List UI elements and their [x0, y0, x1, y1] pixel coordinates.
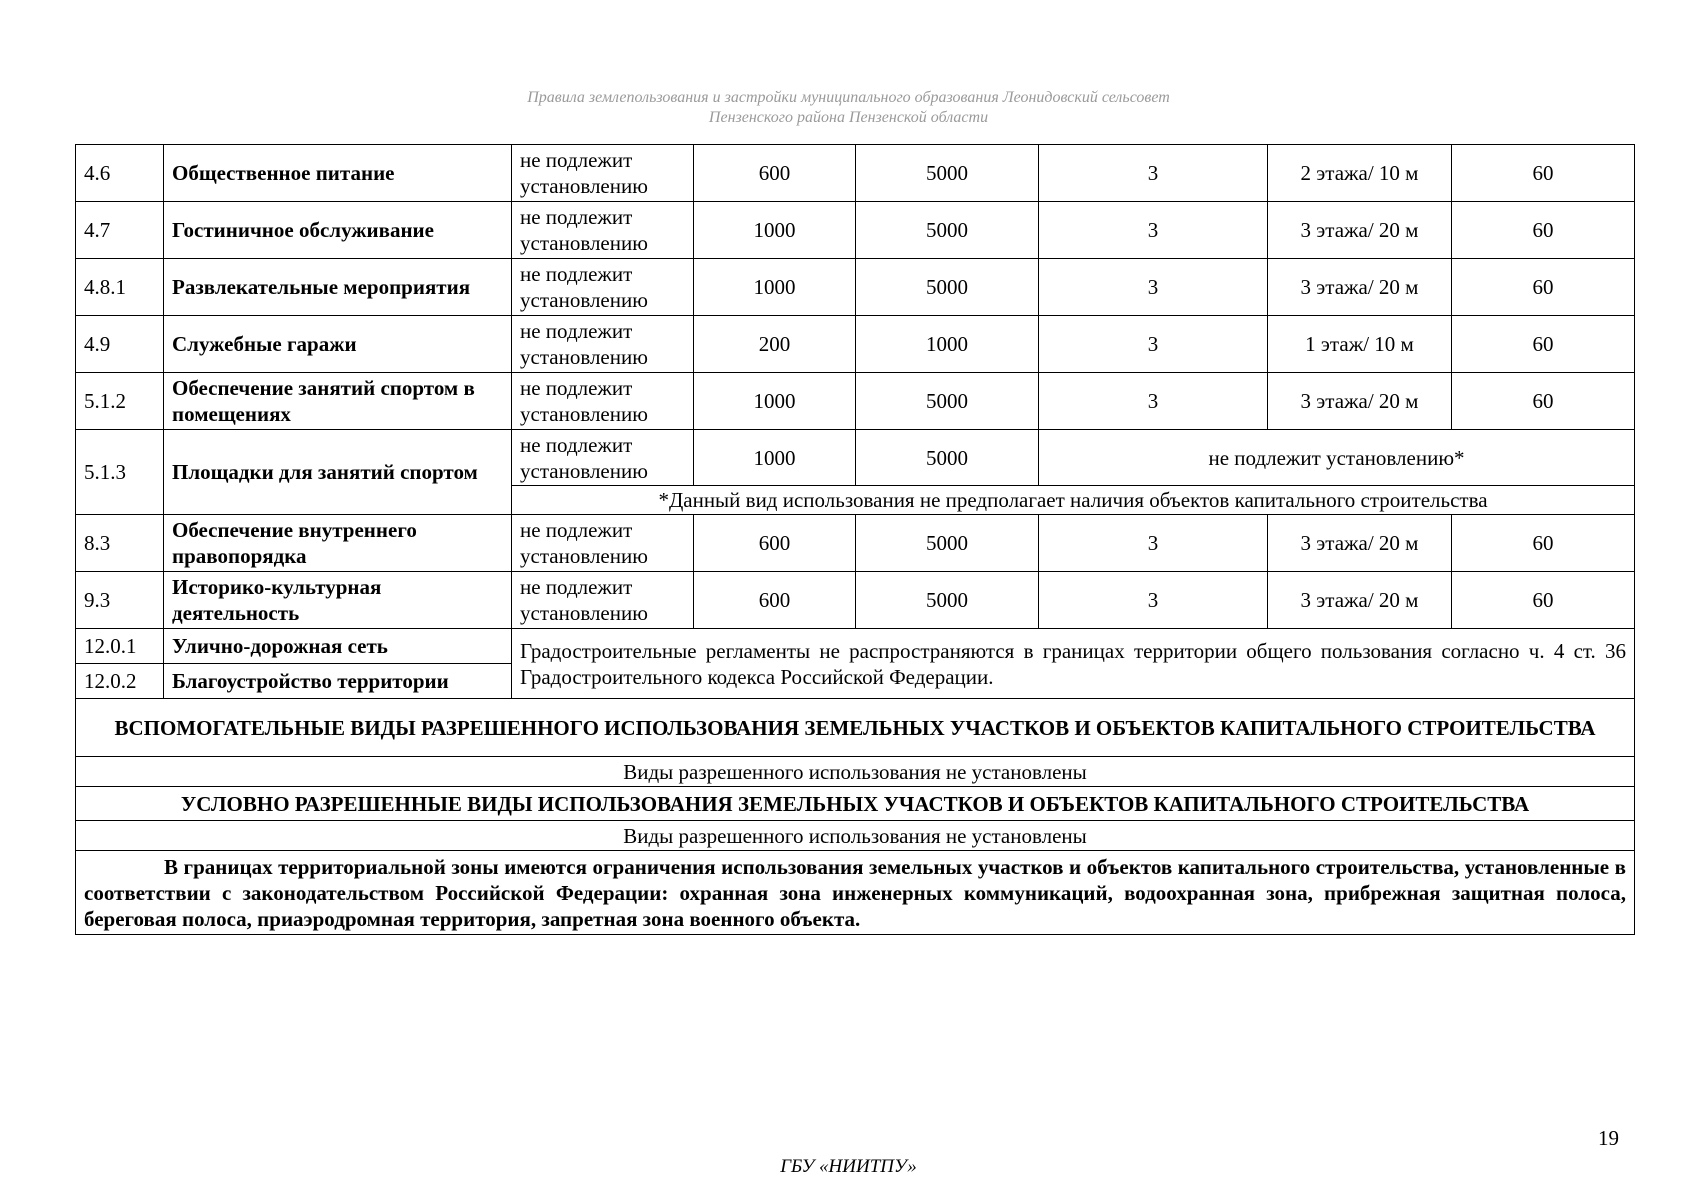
row-min-area: 1000	[694, 373, 856, 430]
row-col3: не подлежит установлению	[512, 430, 694, 486]
document-header	[0, 88, 1697, 128]
row-code: 4.8.1	[76, 259, 164, 316]
row-coverage: 60	[1452, 316, 1635, 373]
row-code: 5.1.3	[76, 430, 164, 515]
row-max-area: 5000	[856, 430, 1039, 486]
row-coverage: 60	[1452, 259, 1635, 316]
row-name: Гостиничное обслуживание	[164, 202, 512, 259]
row-min-area: 600	[694, 515, 856, 572]
row-max-area: 5000	[856, 145, 1039, 202]
row-col3: не подлежит установлению	[512, 515, 694, 572]
row-max-area: 5000	[856, 259, 1039, 316]
row-setback: 3	[1039, 373, 1268, 430]
section-row	[76, 787, 1635, 821]
row-setback: 3	[1039, 316, 1268, 373]
row-name: Служебные гаражи	[164, 316, 512, 373]
row-code: 12.0.2	[76, 664, 164, 699]
row-min-area: 1000	[694, 259, 856, 316]
row-code: 8.3	[76, 515, 164, 572]
auxiliary-value: Виды разрешенного использования не установлены	[76, 757, 1635, 787]
table-row	[76, 629, 1635, 664]
section-title-conditional: УСЛОВНО РАЗРЕШЕННЫЕ ВИДЫ ИСПОЛЬЗОВАНИЯ ЗЕМЕЛЬНЫХ УЧАСТКОВ И ОБЪЕКТОВ КАПИТАЛЬНОГО СТРОИТЕЛЬСТВА	[76, 787, 1635, 821]
row-col3: не подлежит установлению	[512, 572, 694, 629]
row-height: 3 этажа/ 20 м	[1268, 259, 1452, 316]
row-height: 3 этажа/ 20 м	[1268, 202, 1452, 259]
row-min-area: 1000	[694, 202, 856, 259]
row-setback: 3	[1039, 145, 1268, 202]
row-max-area: 1000	[856, 316, 1039, 373]
restrictions-text: В границах территориальной зоны имеются ограничения использования земельных участков и объектов капитального строительства, установленные в соответствии с законодательством Российской Федерации: охранная зона инженерных коммуникаций, водоохранная зона, прибрежная защитная полоса, береговая полоса, приаэродромная территория, запретная зона военного объекта.	[76, 851, 1635, 935]
public-use-note: Градостроительные регламенты не распространяются в границах территории общего пользования согласно ч. 4 ст. 36 Градостроительного кодекса Российской Федерации.	[512, 629, 1635, 699]
header-line-1: Правила землепользования и застройки муниципального образования Леонидовский сельсовет	[527, 89, 1170, 106]
row-coverage: 60	[1452, 145, 1635, 202]
section-title-auxiliary: ВСПОМОГАТЕЛЬНЫЕ ВИДЫ РАЗРЕШЕННОГО ИСПОЛЬЗОВАНИЯ ЗЕМЕЛЬНЫХ УЧАСТКОВ И ОБЪЕКТОВ КАПИТАЛЬНОГО СТРОИТЕЛЬСТВА	[76, 699, 1635, 757]
row-col3: не подлежит установлению	[512, 373, 694, 430]
row-height: 2 этажа/ 10 м	[1268, 145, 1452, 202]
table-row	[76, 145, 1635, 202]
row-code: 4.6	[76, 145, 164, 202]
row-max-area: 5000	[856, 572, 1039, 629]
row-col3: не подлежит установлению	[512, 259, 694, 316]
table-row	[76, 202, 1635, 259]
row-name: Развлекательные мероприятия	[164, 259, 512, 316]
table-row	[76, 373, 1635, 430]
row-min-area: 600	[694, 145, 856, 202]
row-coverage: 60	[1452, 515, 1635, 572]
row-max-area: 5000	[856, 515, 1039, 572]
row-max-area: 5000	[856, 373, 1039, 430]
row-coverage: 60	[1452, 572, 1635, 629]
restrictions-row	[76, 851, 1635, 935]
row-coverage: 60	[1452, 202, 1635, 259]
table-row	[76, 572, 1635, 629]
row-min-area: 600	[694, 572, 856, 629]
row-name: Обеспечение внутреннего правопорядка	[164, 515, 512, 572]
table-row	[76, 259, 1635, 316]
row-footnote: *Данный вид использования не предполагает наличия объектов капитального строительства	[512, 486, 1635, 515]
row-height: 1 этаж/ 10 м	[1268, 316, 1452, 373]
table-row	[76, 430, 1635, 486]
row-setback: 3	[1039, 202, 1268, 259]
row-setback: 3	[1039, 259, 1268, 316]
row-min-area: 1000	[694, 430, 856, 486]
row-name: Площадки для занятий спортом	[164, 430, 512, 515]
row-name: Историко-культурная деятельность	[164, 572, 512, 629]
row-height: 3 этажа/ 20 м	[1268, 572, 1452, 629]
row-coverage: 60	[1452, 373, 1635, 430]
row-col3: не подлежит установлению	[512, 316, 694, 373]
row-max-area: 5000	[856, 202, 1039, 259]
section-value-row	[76, 757, 1635, 787]
row-code: 5.1.2	[76, 373, 164, 430]
row-code: 9.3	[76, 572, 164, 629]
row-code: 4.9	[76, 316, 164, 373]
row-setback: 3	[1039, 515, 1268, 572]
row-col3: не подлежит установлению	[512, 145, 694, 202]
row-code: 4.7	[76, 202, 164, 259]
conditional-value: Виды разрешенного использования не установлены	[76, 821, 1635, 851]
section-value-row	[76, 821, 1635, 851]
table-row	[76, 515, 1635, 572]
row-code: 12.0.1	[76, 629, 164, 664]
header-line-2: Пензенского района Пензенской области	[708, 109, 989, 126]
section-row	[76, 699, 1635, 757]
page-number: 19	[1598, 1126, 1619, 1150]
row-merged-value: не подлежит установлению*	[1039, 430, 1635, 486]
row-col3: не подлежит установлению	[512, 202, 694, 259]
document-footer: ГБУ «НИИТПУ»	[780, 1156, 917, 1177]
row-setback: 3	[1039, 572, 1268, 629]
table-row	[76, 316, 1635, 373]
row-name: Общественное питание	[164, 145, 512, 202]
row-min-area: 200	[694, 316, 856, 373]
row-name: Благоустройство территории	[164, 664, 512, 699]
row-height: 3 этажа/ 20 м	[1268, 515, 1452, 572]
regulations-table	[75, 144, 1635, 935]
row-name: Улично-дорожная сеть	[164, 629, 512, 664]
row-height: 3 этажа/ 20 м	[1268, 373, 1452, 430]
row-name: Обеспечение занятий спортом в помещениях	[164, 373, 512, 430]
